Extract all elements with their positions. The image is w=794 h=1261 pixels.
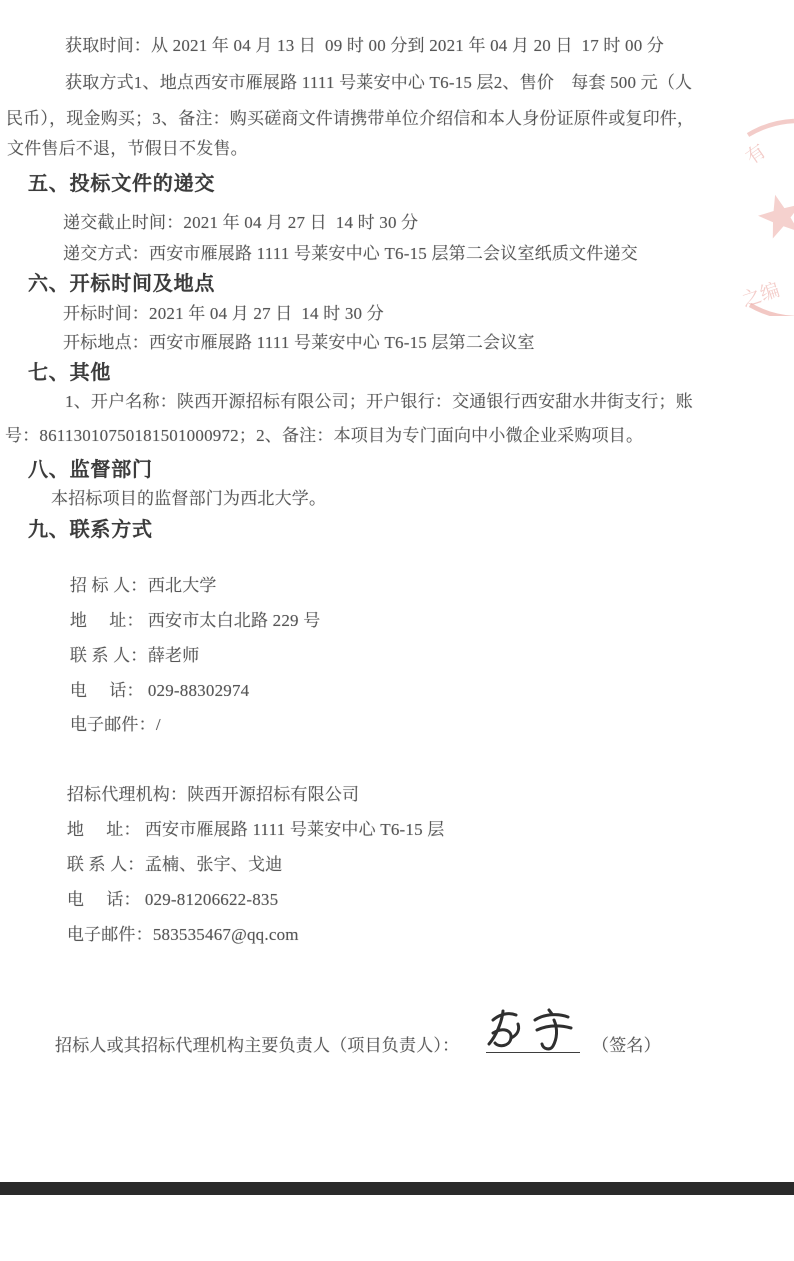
star-icon	[758, 195, 794, 239]
opening-place: 开标地点：西安市雁展路 1111 号莱安中心 T6-15 层第二会议室	[63, 333, 535, 352]
signature-handwriting	[486, 1007, 578, 1053]
row-label: 地 址：	[69, 611, 144, 630]
para-acquire-method: 获取方式1、地点西安市雁展路 1111 号莱安中心 T6-15 层2、售价 每套 500 元（人	[65, 73, 693, 92]
other-info-line-1: 1、开户名称：陕西开源招标有限公司；开户银行：交通银行西安甜水井街支行；账	[65, 392, 693, 411]
section-6-heading: 六、开标时间及地点	[28, 273, 216, 295]
scan-edge-bar	[0, 1182, 794, 1195]
row-label: 电 话：	[66, 890, 141, 909]
submission-method: 递交方式：西安市雁展路 1111 号莱安中心 T6-15 层第二会议室纸质文件递交	[63, 244, 638, 263]
row-value: 孟楠、张宇、戈迪	[144, 855, 283, 874]
tenderer-email-row	[52, 692, 161, 758]
agency-email-row	[49, 902, 299, 968]
row-label: 招标代理机构：	[66, 785, 188, 804]
submission-deadline: 递交截止时间：2021 年 04 月 27 日 14 时 30 分	[63, 213, 419, 232]
opening-time: 开标时间：2021 年 04 月 27 日 14 时 30 分	[63, 304, 384, 323]
signature-underline	[486, 1052, 580, 1053]
para-acquire-cont-1: 民币），现金购买；3、备注：购买磋商文件请携带单位介绍信和本人身份证原件或复印件，	[6, 109, 695, 128]
row-value: 西安市雁展路 1111 号莱安中心 T6-15 层	[144, 820, 445, 839]
other-info-line-2: 号：86113010750181501000972；2、备注：本项目为专门面向中小微企业采购项目。	[5, 426, 644, 445]
para-acquire-time: 获取时间：从 2021 年 04 月 13 日 09 时 00 分到 2021 年 04 月 20 日 17 时 00 分	[65, 36, 665, 55]
red-seal-stamp	[698, 116, 794, 316]
seal-top-character: 有	[742, 140, 771, 169]
row-value: 西安市太白北路 229 号	[147, 611, 321, 630]
row-value: 西北大学	[147, 576, 217, 595]
row-value: 029-88302974	[147, 681, 250, 700]
row-label: 联 系 人：	[69, 646, 148, 665]
para-acquire-cont-2: 文件售后不退，节假日不发售。	[7, 139, 248, 158]
row-label: 地 址：	[66, 820, 141, 839]
row-label: 联 系 人：	[66, 855, 145, 874]
signature-suffix: （签名）	[592, 1036, 661, 1055]
section-7-heading: 七、其他	[28, 362, 112, 384]
supervision-dept: 本招标项目的监督部门为西北大学。	[51, 489, 327, 508]
row-label: 电子邮件：	[69, 715, 156, 734]
row-label: 招 标 人：	[69, 576, 148, 595]
seal-bottom-characters: 之编	[739, 279, 783, 312]
row-label: 电 话：	[69, 681, 144, 700]
seal-top-arc	[748, 121, 794, 135]
row-value: 陕西开源招标有限公司	[187, 785, 360, 804]
row-value: 029-81206622-835	[144, 890, 279, 909]
row-value: 583535467@qq.com	[152, 925, 299, 944]
row-label: 电子邮件：	[66, 925, 153, 944]
section-9-heading: 九、联系方式	[28, 519, 153, 541]
signature-prefix: 招标人或其招标代理机构主要负责人（项目负责人）：	[55, 1036, 460, 1055]
row-value: 薛老师	[147, 646, 200, 665]
section-8-heading: 八、监督部门	[28, 459, 153, 481]
row-value: /	[155, 715, 161, 734]
section-5-heading: 五、投标文件的递交	[28, 173, 216, 195]
